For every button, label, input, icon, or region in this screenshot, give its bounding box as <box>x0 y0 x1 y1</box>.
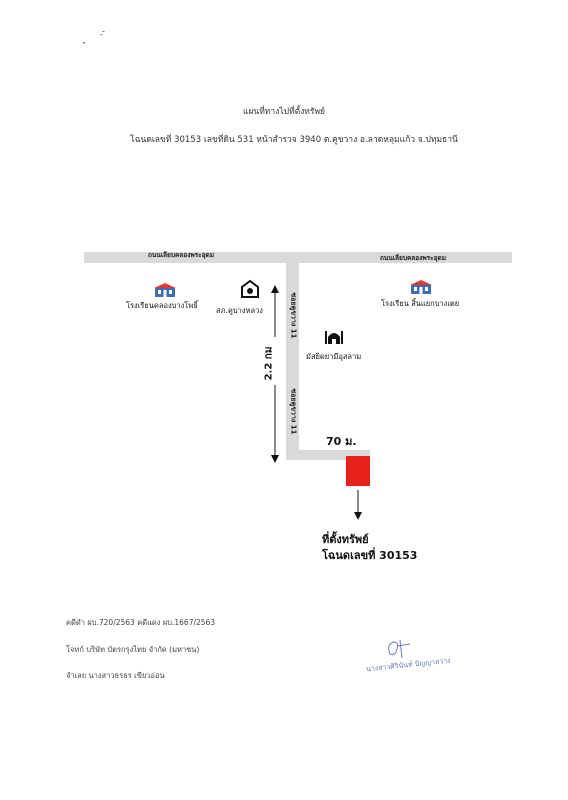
poi-label-police: สภ.คูบางหลวง <box>216 306 263 315</box>
map-subtitle: โฉนดเลขที่ 30153 เลขที่ดิน 531 หน้าสำรวจ 3940 ต.คูขวาง อ.ลาดหลุมแก้ว จ.ปทุมธานี <box>130 135 458 145</box>
poi-label-school-left: โรงเรียนคลองบางโพธิ์ <box>126 301 198 310</box>
police-station-icon <box>240 279 260 299</box>
distance-label-horizontal: 70 ม. <box>326 435 357 448</box>
school-icon <box>152 282 178 298</box>
property-marker <box>346 456 370 486</box>
signature-name: นางสาวศิรินันท์ ปัญญาสว่าง <box>365 656 451 674</box>
poi-label-mosque: มัสยิดยามีอุสลาม <box>306 352 362 361</box>
mosque-icon <box>323 328 345 344</box>
case-number: คดีดำ ผบ.720/2563 คดีแดง ผบ.1667/2563 <box>66 618 216 627</box>
distance-label-vertical: 2.2 กม <box>263 346 275 381</box>
map-title: แผนที่ทางไปที่ตั้งทรัพย์ <box>242 107 326 117</box>
main-road-label-left: ถนนเลียบคลองพระอุดม <box>148 251 215 259</box>
plaintiff: โจทก์ บริษัท บัตรกรุงไทย จำกัด (มหาชน) <box>66 645 200 654</box>
defendant: จำเลย นางสาวธรธร เขียวอ่อน <box>66 671 165 680</box>
soi-label-bottom: ซอยคูขวาง 11 <box>289 388 298 435</box>
school-icon <box>408 279 434 295</box>
property-arrow <box>352 490 364 520</box>
poi-label-school-right: โรงเรียน สิ้นแยกบางเตย <box>381 299 460 308</box>
main-road-label-right: ถนนเลียบคลองพระอุดม <box>380 254 447 262</box>
property-label-deed: โฉนดเลขที่ 30153 <box>322 549 418 562</box>
soi-label-top: ซอยคูขวาง 11 <box>289 292 298 339</box>
stray-mark: · <box>82 36 86 50</box>
property-label-title: ที่ตั้งทรัพย์ <box>322 533 369 546</box>
stray-mark: - ̄ <box>100 30 106 39</box>
